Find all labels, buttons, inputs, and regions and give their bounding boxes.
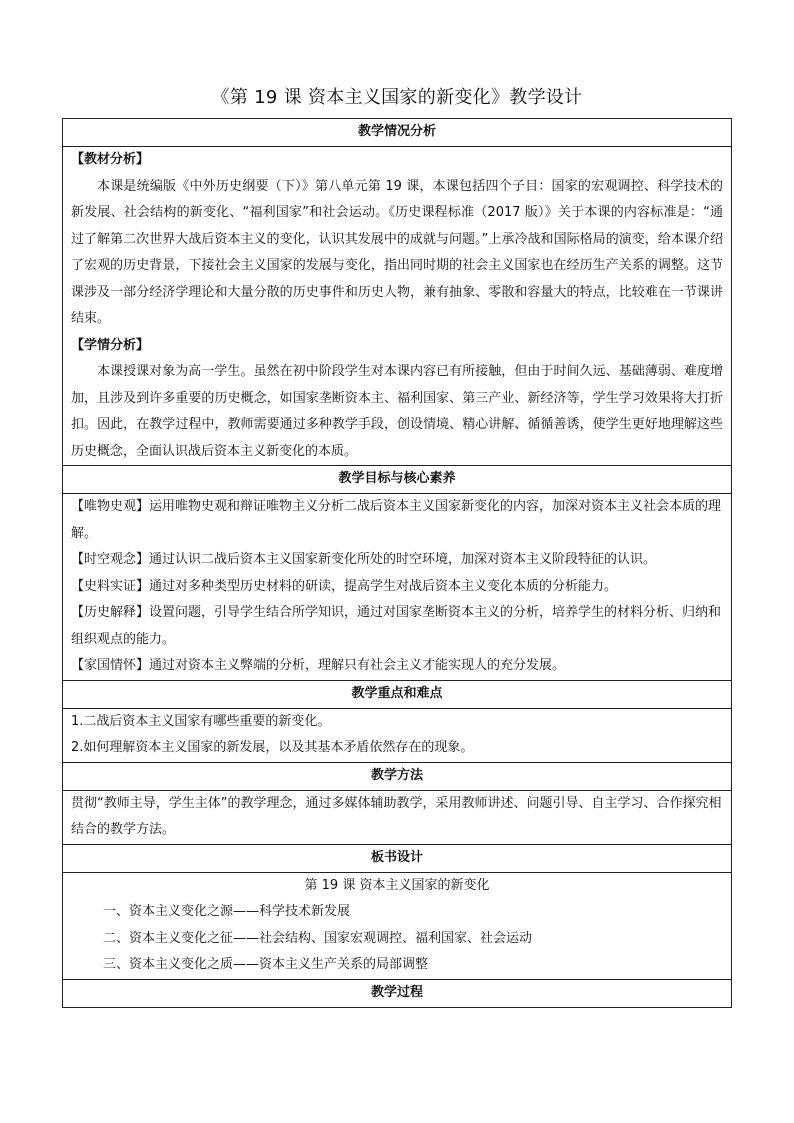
method-content (63, 790, 732, 844)
document-title: 《第 19 课 资本主义国家的新变化》教学设计 (211, 87, 583, 108)
goal-item (71, 547, 723, 574)
goal-text: 通过对多种类型历史材料的研读，提高学生对战后资本主义变化本质的分析能力。 (149, 578, 618, 594)
goal-tag: 【家国情怀】 (71, 658, 150, 673)
goal-tag: 【史料实证】 (71, 578, 150, 594)
student-analysis-label: 【学情分析】 (71, 337, 150, 353)
goal-text: 通过对资本主义弊端的分析，理解只有社会主义才能实现人的充分发展。 (149, 658, 566, 673)
goal-tag: 【历史解释】 (71, 605, 150, 620)
section-header-goals: 教学目标与核心素养 (63, 466, 732, 494)
section-header-method: 教学方法 (63, 762, 732, 790)
goal-tag: 【时空观念】 (71, 552, 150, 567)
board-content (63, 872, 732, 979)
key-points-content (63, 708, 732, 762)
section-header-analysis: 教学情况分析 (63, 119, 732, 147)
goal-tag: 【唯物史观】 (71, 499, 150, 514)
goal-text: 通过认识二战后资本主义国家新变化所处的时空环境，加深对资本主义阶段特征的认识。 (149, 552, 657, 567)
goal-item (71, 574, 723, 601)
board-item: 一、资本主义变化之源——科学技术新发展 (103, 904, 351, 919)
key-point-item: 2.如何理解资本主义国家的新发展，以及其基本矛盾依然存在的现象。 (71, 740, 474, 755)
goal-text: 设置问题，引导学生结合所学知识，通过对国家垄断资本主义的分析，培养学生的材料分析、归纳和组织观点的能力。 (71, 605, 722, 647)
textbook-analysis-label: 【教材分析】 (71, 152, 150, 167)
textbook-analysis-text: 本课是统编版《中外历史纲要（下）》第八单元第 19 课，本课包括四个子目：国家的宏观调控、科学技术的新发展、社会结构的新变化、“福利国家”和社会运动。《历史课程标准（2017 版）》关于本课的内容标准是：“通过了解第二次世界大战后资本主义的变化，认识其发展中的成就与问题。”上承冷战和国际格局的演变，给本课介绍了宏观的历史背景，下接社会主义国家的发展与变化，指出同时期的社会主义国家也在经历生产关系的调整。这节课涉及一部分经济学理论和大量分散的历史事件和历史人物，兼有抽象、零散和容量大的特点，比较难在一节课讲结束。 (71, 178, 723, 326)
section-header-process: 教学过程 (63, 979, 732, 1007)
goal-item (71, 600, 723, 653)
goal-item (71, 494, 723, 547)
key-point-item: 1.二战后资本主义国家有哪些重要的新变化。 (71, 713, 331, 729)
board-item: 二、资本主义变化之征——社会结构、国家宏观调控、福利国家、社会运动 (103, 930, 533, 946)
student-analysis-text: 本课授课对象为高一学生。虽然在初中阶段学生对本课内容已有所接触，但由于时间久远、基础薄弱、难度增加，且涉及到许多重要的历史概念，如国家垄断资本主、福利国家、第三产业、新经济等，学生学习效果将大打折扣。因此，在教学过程中，教师需要通过多种教学手段，创设情境、精心讲解、循循善诱，使学生更好地理解这些历史概念，全面认识战后资本主义新变化的本质。 (71, 364, 723, 459)
goals-content (63, 494, 732, 681)
analysis-content (63, 147, 732, 466)
method-text: 贯彻“教师主导，学生主体”的教学理念，通过多媒体辅助教学，采用教师讲述、问题引导、自主学习、合作探究相结合的教学方法。 (71, 795, 722, 837)
goal-item (71, 653, 723, 680)
goal-text: 运用唯物史观和辩证唯物主义分析二战后资本主义国家新变化的内容，加深对资本主义社会本质的理解。 (71, 499, 722, 541)
lesson-plan-table (62, 118, 732, 1008)
board-item: 三、资本主义变化之质——资本主义生产关系的局部调整 (103, 957, 429, 972)
section-header-board: 板书设计 (63, 844, 732, 872)
section-header-key-points: 教学重点和难点 (63, 680, 732, 708)
board-title: 第 19 课 资本主义国家的新变化 (304, 877, 490, 893)
